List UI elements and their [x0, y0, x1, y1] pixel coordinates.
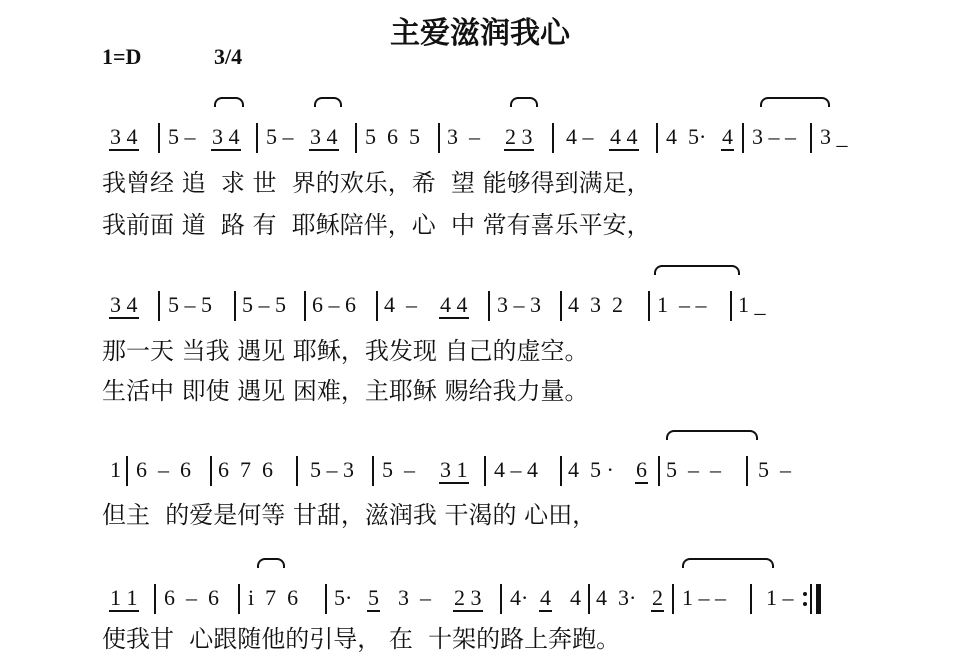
note-group: 4 3· — [596, 585, 637, 610]
note-group: 1 — [110, 457, 121, 482]
score-line-2 — [0, 285, 960, 325]
bar-line — [672, 584, 674, 614]
bar-line — [372, 456, 374, 486]
lyric-verse-1: 但主 的爱是何等 甘甜，滋润我 干渴的 心田， — [102, 501, 597, 529]
note-group: 5 – — [168, 124, 196, 149]
note-group: i 7 6 — [248, 585, 299, 610]
tie-arc — [760, 97, 830, 107]
repeat-dot — [803, 602, 807, 606]
song-title: 主爱滋润我心 — [390, 16, 570, 51]
note-group: 5 – — [266, 124, 294, 149]
note-group: 1 – – — [682, 585, 726, 610]
note-group: 5 6 5 — [365, 124, 420, 149]
note-group: 6 – 6 — [312, 292, 356, 317]
bar-line — [648, 291, 650, 321]
note-group: 2 — [652, 578, 663, 618]
note-group: 3 4 — [110, 117, 138, 157]
note-group: 3 – — [447, 124, 480, 149]
bar-line — [746, 456, 748, 486]
note-group: 4 4 — [440, 285, 468, 325]
time-signature: 3/4 — [214, 44, 243, 69]
note-group: 4 5· — [666, 124, 707, 149]
note-group: 4 — [722, 117, 733, 157]
note-group: 5 – 3 — [310, 457, 354, 482]
note-group: 4 – 4 — [494, 457, 538, 482]
lyric-verse-1: 那一天 当我 遇见 耶稣，我发现 自己的虚空。 — [102, 337, 589, 365]
bar-line — [325, 584, 327, 614]
note-group: 6 – 6 — [164, 585, 219, 610]
bar-line — [154, 584, 156, 614]
note-group: 2 3 — [505, 117, 533, 157]
note-group: 5 – — [382, 457, 415, 482]
repeat-thick-bar — [816, 584, 821, 614]
bar-line — [234, 291, 236, 321]
bar-line — [304, 291, 306, 321]
note-group: 4 4 — [610, 117, 638, 157]
note-group: 5· — [334, 585, 353, 610]
note-group: 4 5 · — [568, 457, 614, 482]
lyric-verse-2: 我前面 道 路 有 耶稣陪伴，心 中 常有喜乐平安， — [102, 211, 651, 239]
tie-arc — [214, 97, 244, 107]
lyric-verse-1: 我曾经 追 求 世 界的欢乐，希 望 能够得到满足， — [102, 169, 651, 197]
bar-line — [238, 584, 240, 614]
bar-line — [484, 456, 486, 486]
note-group: 6 — [636, 450, 647, 490]
bar-line — [552, 123, 554, 153]
bar-line — [742, 123, 744, 153]
bar-line — [730, 291, 732, 321]
bar-line — [296, 456, 298, 486]
bar-line — [488, 291, 490, 321]
bar-line — [560, 456, 562, 486]
tie-arc — [257, 558, 285, 568]
note-group: 1 – – — [657, 292, 707, 317]
tie-arc — [654, 265, 740, 275]
bar-line — [588, 584, 590, 614]
bar-line — [750, 584, 752, 614]
note-group: 6 7 6 — [218, 457, 273, 482]
bar-line — [656, 123, 658, 153]
note-group: 4 — [540, 578, 551, 618]
note-group: 4 – — [566, 124, 594, 149]
note-group: 5 – 5 — [168, 292, 212, 317]
note-group: 4 – — [384, 292, 417, 317]
note-group: 4 3 2 — [568, 292, 623, 317]
tie-arc — [666, 430, 758, 440]
bar-line — [210, 456, 212, 486]
note-group: 1 1 — [110, 578, 138, 618]
note-group: 1 _ — [738, 292, 766, 317]
note-group: 3 – 3 — [497, 292, 541, 317]
note-group: 5 — [368, 578, 379, 618]
note-group: 5 – – — [666, 457, 721, 482]
note-group: 3 _ — [820, 124, 848, 149]
score-line-3 — [0, 450, 960, 490]
tie-arc — [682, 558, 774, 568]
score-line-1 — [0, 117, 960, 157]
bar-line — [438, 123, 440, 153]
bar-line — [658, 456, 660, 486]
bar-line — [256, 123, 258, 153]
note-group: 4 — [570, 585, 581, 610]
note-group: 3 – – — [752, 124, 796, 149]
lyric-verse-2: 生活中 即使 遇见 困难，主耶稣 赐给我力量。 — [102, 377, 589, 405]
note-group: 5 – 5 — [242, 292, 286, 317]
note-group: 2 3 — [454, 578, 482, 618]
note-group: 6 – 6 — [136, 457, 191, 482]
note-group: 3 1 — [440, 450, 468, 490]
bar-line — [355, 123, 357, 153]
note-group: 3 – — [398, 585, 431, 610]
bar-line — [500, 584, 502, 614]
tie-arc — [314, 97, 342, 107]
tie-arc — [510, 97, 538, 107]
note-group: 3 4 — [212, 117, 240, 157]
bar-line — [126, 456, 128, 486]
bar-line — [560, 291, 562, 321]
note-group: 1 – — [766, 585, 794, 610]
score-line-4 — [0, 578, 960, 618]
repeat-thin-bar — [810, 584, 812, 614]
lyric-verse-1: 使我甘 心跟随他的引导， 在 十架的路上奔跑。 — [102, 625, 621, 653]
bar-line — [158, 123, 160, 153]
bar-line — [158, 291, 160, 321]
note-group: 3 4 — [310, 117, 338, 157]
bar-line — [376, 291, 378, 321]
bar-line — [810, 123, 812, 153]
note-group: 4· — [510, 585, 529, 610]
end-repeat-sign — [810, 584, 824, 614]
note-group: 5 – — [758, 457, 791, 482]
key-signature: 1=D — [102, 44, 142, 69]
note-group: 3 4 — [110, 285, 138, 325]
repeat-dot — [803, 592, 807, 596]
